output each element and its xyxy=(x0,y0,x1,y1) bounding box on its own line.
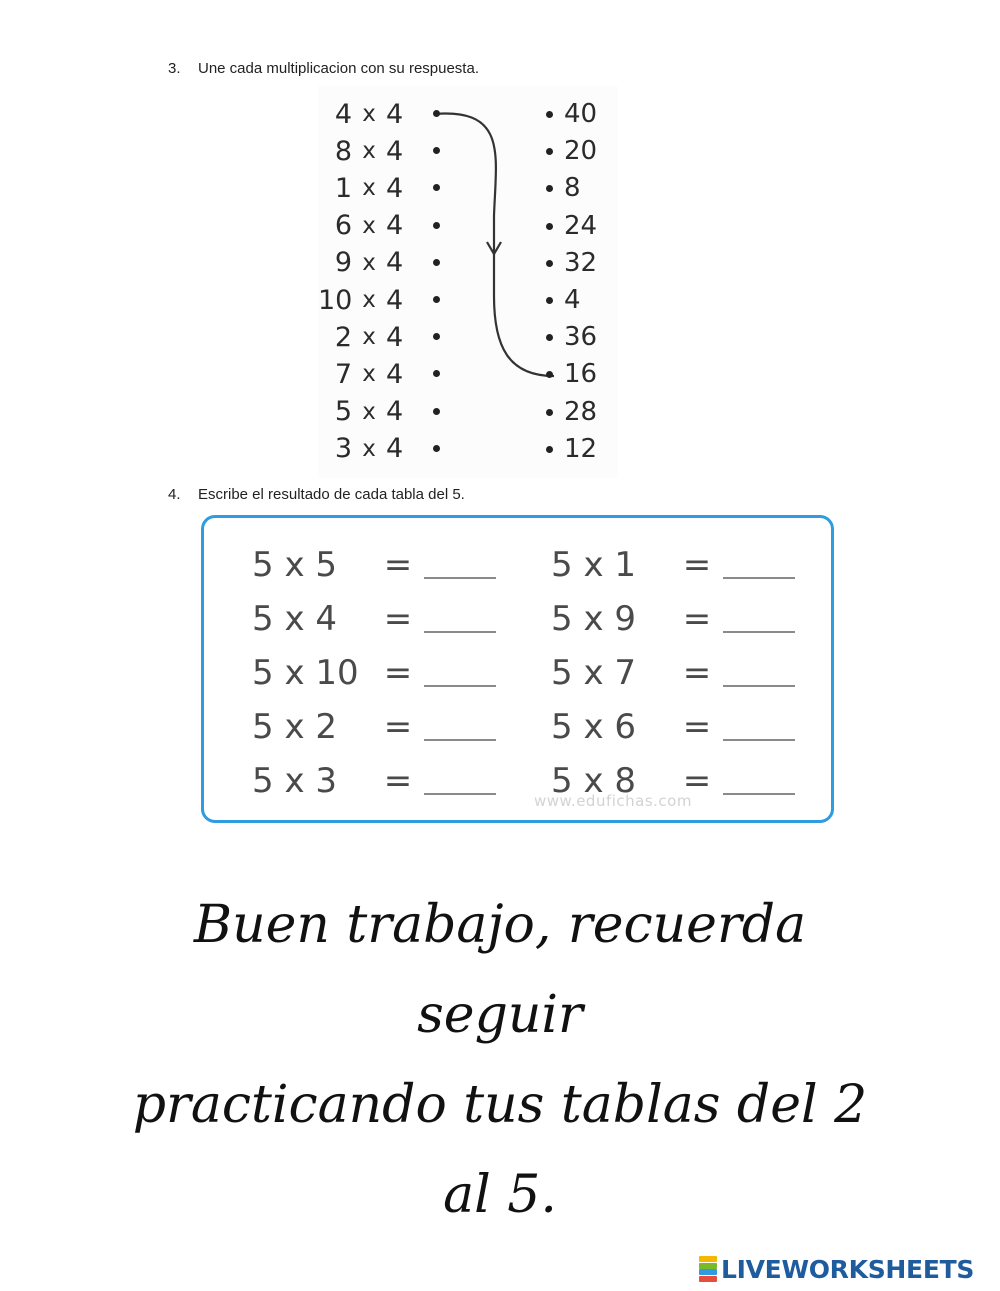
answer-item[interactable] xyxy=(544,96,624,132)
closing-message xyxy=(120,880,880,1240)
answer-value: 32 xyxy=(564,247,598,278)
factor-b: 4 xyxy=(386,321,404,353)
instruction-4-text: Escribe el resultado de cada tabla del 5. xyxy=(198,486,465,503)
multiplication-item[interactable] xyxy=(318,170,446,206)
connect-dot[interactable] xyxy=(546,148,553,155)
logo-stripe xyxy=(699,1263,717,1269)
liveworksheets-logo xyxy=(699,1255,974,1283)
factor-b: 4 xyxy=(386,210,404,242)
multiplication-item[interactable] xyxy=(318,431,446,467)
equals-sign: = xyxy=(682,653,712,693)
connect-dot[interactable] xyxy=(546,297,553,304)
factor-a: 3 xyxy=(334,433,352,465)
connect-dot[interactable] xyxy=(433,110,440,117)
connect-dot[interactable] xyxy=(546,111,553,118)
connect-dot[interactable] xyxy=(433,370,440,377)
times-sign: x xyxy=(362,398,376,425)
answer-value: 4 xyxy=(564,285,581,315)
equals-sign: = xyxy=(383,599,413,639)
logo-stripe xyxy=(699,1269,717,1275)
factor-b: 4 xyxy=(386,358,404,390)
answer-item[interactable] xyxy=(544,282,624,318)
equation-row xyxy=(252,648,496,698)
equation-expression: 5 x 2 xyxy=(252,707,337,747)
answer-blank[interactable] xyxy=(424,551,496,579)
equation-row xyxy=(252,540,496,590)
equation-row xyxy=(551,702,795,752)
instruction-4-number: 4. xyxy=(168,486,181,503)
answer-value: 28 xyxy=(564,396,598,427)
answer-blank[interactable] xyxy=(723,767,795,795)
connect-dot[interactable] xyxy=(433,296,440,303)
answer-item[interactable] xyxy=(544,170,624,206)
multiplication-item[interactable] xyxy=(318,208,446,244)
factor-a: 1 xyxy=(334,172,352,204)
multiplication-item[interactable] xyxy=(318,319,446,355)
equals-sign: = xyxy=(383,761,413,801)
times-sign: x xyxy=(362,435,376,462)
times-sign: x xyxy=(362,138,376,165)
equals-sign: = xyxy=(682,599,712,639)
logo-text: LIVEWORKSHEETS xyxy=(721,1254,975,1284)
equals-sign: = xyxy=(383,653,413,693)
equation-expression: 5 x 9 xyxy=(551,599,636,639)
equation-row xyxy=(252,702,496,752)
equation-expression: 5 x 3 xyxy=(252,761,337,801)
instruction-3-number: 3. xyxy=(168,60,181,77)
watermark: www.edufichas.com xyxy=(534,792,692,810)
answer-item[interactable] xyxy=(544,245,624,281)
answer-item[interactable] xyxy=(544,394,624,430)
factor-a: 5 xyxy=(334,396,352,428)
factor-b: 4 xyxy=(386,172,404,204)
answer-item[interactable] xyxy=(544,431,624,467)
connect-dot[interactable] xyxy=(433,259,440,266)
answer-value: 24 xyxy=(564,210,598,241)
answer-blank[interactable] xyxy=(723,713,795,741)
connect-dot[interactable] xyxy=(433,333,440,340)
table-of-5-box xyxy=(201,515,834,823)
factor-b: 4 xyxy=(386,247,404,279)
factor-a: 2 xyxy=(334,321,352,353)
answer-blank[interactable] xyxy=(723,659,795,687)
closing-line-1: Buen trabajo, recuerda seguir xyxy=(193,895,807,1045)
multiplication-item[interactable] xyxy=(318,356,446,392)
logo-stripe xyxy=(699,1256,717,1262)
connect-dot[interactable] xyxy=(546,334,553,341)
equation-expression: 5 x 4 xyxy=(252,599,337,639)
times-sign: x xyxy=(362,287,376,313)
connect-dot[interactable] xyxy=(546,371,553,378)
connect-dot[interactable] xyxy=(546,223,553,230)
connect-dot[interactable] xyxy=(433,408,440,415)
equation-row xyxy=(551,594,795,644)
answer-value: 16 xyxy=(564,359,598,390)
equation-expression: 5 x 10 xyxy=(252,653,359,693)
equation-row xyxy=(252,594,496,644)
logo-mark-icon xyxy=(699,1256,717,1282)
multiplication-item[interactable] xyxy=(318,282,446,318)
answer-value: 40 xyxy=(564,99,598,129)
factor-b: 4 xyxy=(386,433,404,465)
connect-dot[interactable] xyxy=(433,147,440,154)
equals-sign: = xyxy=(383,707,413,747)
answer-value: 20 xyxy=(564,136,598,167)
connect-dot[interactable] xyxy=(433,445,440,452)
times-sign: x xyxy=(362,361,376,388)
answer-blank[interactable] xyxy=(424,767,496,795)
times-sign: x xyxy=(362,324,376,351)
equation-expression: 5 x 7 xyxy=(551,653,636,693)
multiplication-item[interactable] xyxy=(318,96,446,132)
connect-dot[interactable] xyxy=(546,409,553,416)
answer-value: 12 xyxy=(564,433,598,464)
answer-value: 8 xyxy=(564,173,581,204)
answer-item[interactable] xyxy=(544,319,624,355)
factor-b: 4 xyxy=(386,396,404,428)
answer-blank[interactable] xyxy=(723,605,795,633)
multiplication-item[interactable] xyxy=(318,394,446,430)
times-sign: x xyxy=(362,212,376,239)
times-sign: x xyxy=(362,175,376,202)
equals-sign: = xyxy=(383,545,413,585)
factor-a: 4 xyxy=(334,98,352,130)
answer-blank[interactable] xyxy=(723,551,795,579)
answer-blank[interactable] xyxy=(424,659,496,687)
factor-a: 6 xyxy=(334,210,352,242)
answer-blank[interactable] xyxy=(424,713,496,741)
equation-row xyxy=(252,756,496,806)
connect-dot[interactable] xyxy=(433,184,440,191)
example-arrow-curve xyxy=(434,113,554,376)
connect-dot[interactable] xyxy=(546,446,553,453)
equation-row xyxy=(551,540,795,590)
instruction-3-text: Une cada multiplicacion con su respuesta. xyxy=(198,60,479,77)
factor-b: 4 xyxy=(386,284,404,316)
connect-dot[interactable] xyxy=(546,260,553,267)
factor-b: 4 xyxy=(386,98,404,130)
connect-dot[interactable] xyxy=(546,185,553,192)
connect-dot[interactable] xyxy=(433,222,440,229)
equals-sign: = xyxy=(682,761,712,801)
factor-a: 9 xyxy=(334,247,352,279)
factor-b: 4 xyxy=(386,135,404,167)
closing-line-2: practicando tus tablas del 2 al 5. xyxy=(132,1075,868,1225)
instruction-4 xyxy=(168,486,465,503)
equation-row xyxy=(551,648,795,698)
factor-a: 8 xyxy=(334,135,352,167)
equation-expression: 5 x 1 xyxy=(551,545,636,585)
matching-exercise xyxy=(318,86,618,478)
factor-a: 7 xyxy=(334,358,352,390)
equals-sign: = xyxy=(682,707,712,747)
instruction-3 xyxy=(168,60,479,77)
answer-item[interactable] xyxy=(544,208,624,244)
answer-item[interactable] xyxy=(544,133,624,169)
equation-expression: 5 x 5 xyxy=(252,545,337,585)
times-sign: x xyxy=(362,249,376,276)
equals-sign: = xyxy=(682,545,712,585)
equation-expression: 5 x 6 xyxy=(551,707,636,747)
factor-a: 10 xyxy=(318,284,353,316)
times-sign: x xyxy=(362,101,376,127)
answer-item[interactable] xyxy=(544,356,624,392)
answer-value: 36 xyxy=(564,322,598,353)
multiplication-item[interactable] xyxy=(318,133,446,169)
logo-stripe xyxy=(699,1276,717,1282)
equation-expression: 5 x 8 xyxy=(551,761,636,801)
answer-blank[interactable] xyxy=(424,605,496,633)
multiplication-item[interactable] xyxy=(318,245,446,281)
